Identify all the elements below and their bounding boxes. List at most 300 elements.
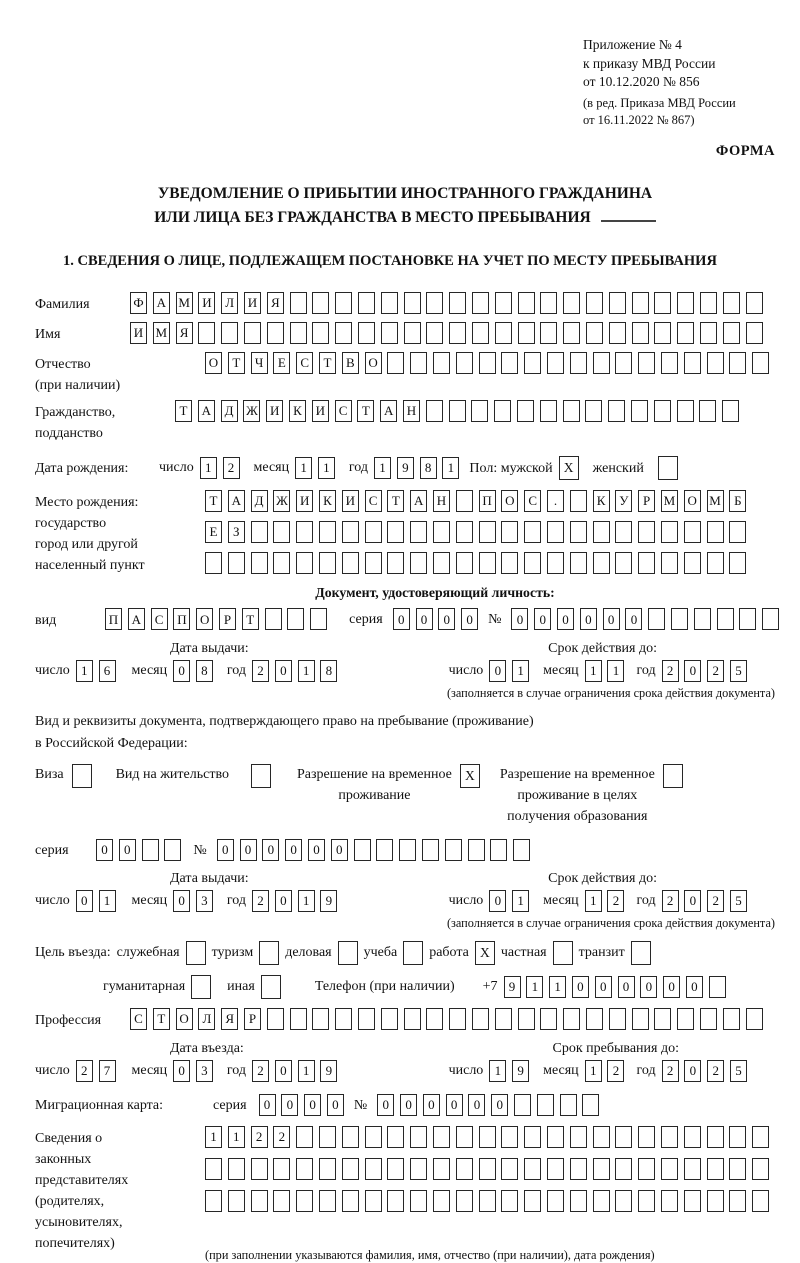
char-cell[interactable]: [479, 1158, 496, 1180]
char-cell[interactable]: 1: [374, 457, 391, 479]
char-cell[interactable]: [729, 1126, 746, 1148]
char-cell[interactable]: 1: [489, 1060, 506, 1082]
char-cell[interactable]: [570, 552, 587, 574]
char-cell[interactable]: Р: [219, 608, 236, 630]
char-cell[interactable]: [479, 1126, 496, 1148]
char-cell[interactable]: 2: [662, 890, 679, 912]
char-cell[interactable]: [310, 608, 327, 630]
char-cell[interactable]: [586, 322, 603, 344]
char-cell[interactable]: 0: [240, 839, 257, 861]
char-cell[interactable]: [445, 839, 462, 861]
char-cell[interactable]: [312, 1008, 329, 1030]
char-cell[interactable]: К: [319, 490, 336, 512]
char-cell[interactable]: [586, 292, 603, 314]
char-cell[interactable]: [684, 1126, 701, 1148]
char-cell[interactable]: [479, 552, 496, 574]
char-cell[interactable]: 0: [625, 608, 642, 630]
char-cell[interactable]: [472, 1008, 489, 1030]
char-cell[interactable]: [296, 1126, 313, 1148]
char-cell[interactable]: [609, 322, 626, 344]
char-cell[interactable]: [518, 322, 535, 344]
char-cell[interactable]: Т: [387, 490, 404, 512]
char-cell[interactable]: 1: [228, 1126, 245, 1148]
char-cell[interactable]: [404, 1008, 421, 1030]
char-cell[interactable]: [638, 1190, 655, 1212]
char-cell[interactable]: Ж: [273, 490, 290, 512]
char-cell[interactable]: [707, 1190, 724, 1212]
char-cell[interactable]: 0: [663, 976, 680, 998]
char-cell[interactable]: [410, 1190, 427, 1212]
char-cell[interactable]: [251, 1158, 268, 1180]
char-cell[interactable]: [449, 322, 466, 344]
char-cell[interactable]: [547, 521, 564, 543]
char-cell[interactable]: [513, 839, 530, 861]
char-cell[interactable]: Т: [205, 490, 222, 512]
char-cell[interactable]: 0: [684, 890, 701, 912]
char-cell[interactable]: 1: [295, 457, 312, 479]
char-cell[interactable]: 0: [640, 976, 657, 998]
char-cell[interactable]: [354, 839, 371, 861]
char-cell[interactable]: [376, 839, 393, 861]
char-cell[interactable]: [537, 1094, 554, 1116]
char-cell[interactable]: [699, 400, 716, 422]
char-cell[interactable]: [524, 521, 541, 543]
char-cell[interactable]: [358, 322, 375, 344]
char-cell[interactable]: 1: [585, 1060, 602, 1082]
char-cell[interactable]: [404, 292, 421, 314]
char-cell[interactable]: [563, 322, 580, 344]
char-cell[interactable]: [358, 1008, 375, 1030]
char-cell[interactable]: [273, 1190, 290, 1212]
checkbox-cell[interactable]: [631, 941, 651, 965]
char-cell[interactable]: [296, 1158, 313, 1180]
char-cell[interactable]: 6: [99, 660, 116, 682]
char-cell[interactable]: [593, 1190, 610, 1212]
char-cell[interactable]: [479, 352, 496, 374]
char-cell[interactable]: [570, 521, 587, 543]
char-cell[interactable]: [723, 292, 740, 314]
char-cell[interactable]: О: [196, 608, 213, 630]
char-cell[interactable]: [433, 521, 450, 543]
char-cell[interactable]: [290, 1008, 307, 1030]
char-cell[interactable]: [615, 521, 632, 543]
char-cell[interactable]: Н: [433, 490, 450, 512]
char-cell[interactable]: Ж: [243, 400, 260, 422]
char-cell[interactable]: [365, 552, 382, 574]
char-cell[interactable]: [228, 1158, 245, 1180]
char-cell[interactable]: 0: [438, 608, 455, 630]
char-cell[interactable]: [495, 322, 512, 344]
char-cell[interactable]: [381, 322, 398, 344]
char-cell[interactable]: К: [289, 400, 306, 422]
char-cell[interactable]: Д: [251, 490, 268, 512]
char-cell[interactable]: И: [266, 400, 283, 422]
char-cell[interactable]: [563, 400, 580, 422]
char-cell[interactable]: [517, 400, 534, 422]
char-cell[interactable]: [729, 1190, 746, 1212]
checkbox-cell[interactable]: [251, 764, 271, 788]
char-cell[interactable]: 8: [196, 660, 213, 682]
char-cell[interactable]: 1: [298, 1060, 315, 1082]
char-cell[interactable]: А: [380, 400, 397, 422]
char-cell[interactable]: [514, 1094, 531, 1116]
char-cell[interactable]: А: [128, 608, 145, 630]
char-cell[interactable]: 0: [684, 1060, 701, 1082]
char-cell[interactable]: [582, 1094, 599, 1116]
char-cell[interactable]: 0: [262, 839, 279, 861]
checkbox-cell[interactable]: [186, 941, 206, 965]
char-cell[interactable]: 0: [76, 890, 93, 912]
char-cell[interactable]: 1: [205, 1126, 222, 1148]
char-cell[interactable]: [661, 1190, 678, 1212]
char-cell[interactable]: Т: [175, 400, 192, 422]
char-cell[interactable]: [540, 400, 557, 422]
char-cell[interactable]: [342, 1126, 359, 1148]
char-cell[interactable]: [456, 490, 473, 512]
char-cell[interactable]: [472, 292, 489, 314]
char-cell[interactable]: 1: [526, 976, 543, 998]
char-cell[interactable]: [426, 1008, 443, 1030]
char-cell[interactable]: [615, 552, 632, 574]
char-cell[interactable]: [661, 521, 678, 543]
char-cell[interactable]: 9: [397, 457, 414, 479]
char-cell[interactable]: 1: [318, 457, 335, 479]
char-cell[interactable]: [547, 1190, 564, 1212]
char-cell[interactable]: [433, 1158, 450, 1180]
char-cell[interactable]: Т: [242, 608, 259, 630]
char-cell[interactable]: [410, 352, 427, 374]
char-cell[interactable]: [518, 292, 535, 314]
char-cell[interactable]: 2: [707, 890, 724, 912]
char-cell[interactable]: П: [479, 490, 496, 512]
char-cell[interactable]: [296, 1190, 313, 1212]
char-cell[interactable]: [570, 352, 587, 374]
char-cell[interactable]: [746, 322, 763, 344]
char-cell[interactable]: П: [105, 608, 122, 630]
char-cell[interactable]: 2: [251, 1126, 268, 1148]
char-cell[interactable]: [296, 521, 313, 543]
char-cell[interactable]: [608, 400, 625, 422]
char-cell[interactable]: [410, 1126, 427, 1148]
char-cell[interactable]: [426, 400, 443, 422]
char-cell[interactable]: [426, 292, 443, 314]
char-cell[interactable]: [524, 1190, 541, 1212]
char-cell[interactable]: 2: [252, 890, 269, 912]
char-cell[interactable]: [707, 552, 724, 574]
char-cell[interactable]: [746, 292, 763, 314]
char-cell[interactable]: [593, 352, 610, 374]
char-cell[interactable]: 1: [298, 890, 315, 912]
char-cell[interactable]: [729, 521, 746, 543]
char-cell[interactable]: [524, 1158, 541, 1180]
char-cell[interactable]: [244, 322, 261, 344]
char-cell[interactable]: 3: [196, 1060, 213, 1082]
char-cell[interactable]: 1: [512, 890, 529, 912]
char-cell[interactable]: [707, 1158, 724, 1180]
char-cell[interactable]: И: [296, 490, 313, 512]
char-cell[interactable]: И: [130, 322, 147, 344]
char-cell[interactable]: [609, 292, 626, 314]
char-cell[interactable]: [381, 292, 398, 314]
char-cell[interactable]: [684, 552, 701, 574]
char-cell[interactable]: [593, 1126, 610, 1148]
char-cell[interactable]: [752, 352, 769, 374]
char-cell[interactable]: 2: [252, 660, 269, 682]
char-cell[interactable]: [648, 608, 665, 630]
char-cell[interactable]: Л: [221, 292, 238, 314]
char-cell[interactable]: [479, 521, 496, 543]
char-cell[interactable]: 3: [196, 890, 213, 912]
char-cell[interactable]: [752, 1126, 769, 1148]
char-cell[interactable]: С: [335, 400, 352, 422]
char-cell[interactable]: [490, 839, 507, 861]
checkbox-cell[interactable]: X: [559, 456, 579, 480]
char-cell[interactable]: [518, 1008, 535, 1030]
char-cell[interactable]: [456, 521, 473, 543]
char-cell[interactable]: И: [342, 490, 359, 512]
char-cell[interactable]: З: [228, 521, 245, 543]
char-cell[interactable]: [290, 292, 307, 314]
char-cell[interactable]: 2: [707, 1060, 724, 1082]
char-cell[interactable]: Л: [198, 1008, 215, 1030]
char-cell[interactable]: М: [153, 322, 170, 344]
char-cell[interactable]: 0: [491, 1094, 508, 1116]
char-cell[interactable]: [752, 1158, 769, 1180]
char-cell[interactable]: В: [342, 352, 359, 374]
char-cell[interactable]: [729, 352, 746, 374]
char-cell[interactable]: [387, 552, 404, 574]
char-cell[interactable]: .: [547, 490, 564, 512]
char-cell[interactable]: [228, 552, 245, 574]
char-cell[interactable]: [501, 1126, 518, 1148]
char-cell[interactable]: [684, 1158, 701, 1180]
char-cell[interactable]: [661, 1158, 678, 1180]
char-cell[interactable]: [654, 400, 671, 422]
char-cell[interactable]: 2: [273, 1126, 290, 1148]
char-cell[interactable]: [312, 322, 329, 344]
char-cell[interactable]: [365, 521, 382, 543]
char-cell[interactable]: 1: [585, 890, 602, 912]
char-cell[interactable]: [615, 1158, 632, 1180]
char-cell[interactable]: 5: [730, 890, 747, 912]
char-cell[interactable]: П: [173, 608, 190, 630]
char-cell[interactable]: [426, 322, 443, 344]
char-cell[interactable]: 0: [281, 1094, 298, 1116]
char-cell[interactable]: [501, 352, 518, 374]
char-cell[interactable]: А: [198, 400, 215, 422]
char-cell[interactable]: [205, 1190, 222, 1212]
char-cell[interactable]: Ч: [251, 352, 268, 374]
char-cell[interactable]: [410, 521, 427, 543]
char-cell[interactable]: [547, 552, 564, 574]
char-cell[interactable]: [638, 1126, 655, 1148]
char-cell[interactable]: [433, 552, 450, 574]
char-cell[interactable]: [319, 552, 336, 574]
checkbox-cell[interactable]: [259, 941, 279, 965]
char-cell[interactable]: 0: [489, 660, 506, 682]
char-cell[interactable]: [615, 1190, 632, 1212]
char-cell[interactable]: [632, 292, 649, 314]
char-cell[interactable]: 0: [595, 976, 612, 998]
char-cell[interactable]: [540, 1008, 557, 1030]
char-cell[interactable]: 2: [707, 660, 724, 682]
char-cell[interactable]: 0: [511, 608, 528, 630]
char-cell[interactable]: [399, 839, 416, 861]
char-cell[interactable]: [358, 292, 375, 314]
char-cell[interactable]: [638, 552, 655, 574]
char-cell[interactable]: [684, 1190, 701, 1212]
char-cell[interactable]: [615, 352, 632, 374]
char-cell[interactable]: [501, 521, 518, 543]
char-cell[interactable]: [638, 521, 655, 543]
char-cell[interactable]: [335, 1008, 352, 1030]
char-cell[interactable]: [570, 490, 587, 512]
char-cell[interactable]: 5: [730, 660, 747, 682]
char-cell[interactable]: [265, 608, 282, 630]
char-cell[interactable]: 2: [252, 1060, 269, 1082]
char-cell[interactable]: [654, 322, 671, 344]
char-cell[interactable]: [762, 608, 779, 630]
char-cell[interactable]: [593, 1158, 610, 1180]
char-cell[interactable]: 8: [420, 457, 437, 479]
checkbox-cell[interactable]: [553, 941, 573, 965]
char-cell[interactable]: О: [684, 490, 701, 512]
char-cell[interactable]: [547, 1158, 564, 1180]
checkbox-cell[interactable]: [338, 941, 358, 965]
char-cell[interactable]: [661, 1126, 678, 1148]
char-cell[interactable]: Я: [267, 292, 284, 314]
char-cell[interactable]: 9: [320, 890, 337, 912]
char-cell[interactable]: [494, 400, 511, 422]
char-cell[interactable]: 0: [275, 890, 292, 912]
char-cell[interactable]: [722, 400, 739, 422]
char-cell[interactable]: Р: [244, 1008, 261, 1030]
char-cell[interactable]: [677, 292, 694, 314]
char-cell[interactable]: [342, 1158, 359, 1180]
char-cell[interactable]: С: [296, 352, 313, 374]
char-cell[interactable]: [752, 1190, 769, 1212]
char-cell[interactable]: 0: [580, 608, 597, 630]
char-cell[interactable]: А: [228, 490, 245, 512]
char-cell[interactable]: [290, 322, 307, 344]
char-cell[interactable]: [381, 1008, 398, 1030]
char-cell[interactable]: 1: [607, 660, 624, 682]
char-cell[interactable]: [205, 1158, 222, 1180]
char-cell[interactable]: [387, 521, 404, 543]
char-cell[interactable]: 1: [585, 660, 602, 682]
char-cell[interactable]: Е: [273, 352, 290, 374]
char-cell[interactable]: [456, 552, 473, 574]
char-cell[interactable]: О: [501, 490, 518, 512]
char-cell[interactable]: [479, 1190, 496, 1212]
char-cell[interactable]: Р: [638, 490, 655, 512]
char-cell[interactable]: [342, 1190, 359, 1212]
char-cell[interactable]: [684, 521, 701, 543]
char-cell[interactable]: [585, 400, 602, 422]
char-cell[interactable]: [524, 1126, 541, 1148]
char-cell[interactable]: 1: [200, 457, 217, 479]
char-cell[interactable]: 0: [119, 839, 136, 861]
char-cell[interactable]: Т: [228, 352, 245, 374]
char-cell[interactable]: [342, 552, 359, 574]
char-cell[interactable]: [164, 839, 181, 861]
char-cell[interactable]: [319, 1158, 336, 1180]
char-cell[interactable]: [524, 552, 541, 574]
char-cell[interactable]: [677, 1008, 694, 1030]
char-cell[interactable]: [501, 1158, 518, 1180]
char-cell[interactable]: [319, 1126, 336, 1148]
char-cell[interactable]: [570, 1190, 587, 1212]
char-cell[interactable]: [387, 352, 404, 374]
char-cell[interactable]: Д: [221, 400, 238, 422]
char-cell[interactable]: [709, 976, 726, 998]
char-cell[interactable]: [456, 1126, 473, 1148]
char-cell[interactable]: 0: [173, 660, 190, 682]
char-cell[interactable]: [700, 1008, 717, 1030]
char-cell[interactable]: И: [312, 400, 329, 422]
char-cell[interactable]: 0: [96, 839, 113, 861]
char-cell[interactable]: 0: [684, 660, 701, 682]
char-cell[interactable]: М: [661, 490, 678, 512]
char-cell[interactable]: [471, 400, 488, 422]
char-cell[interactable]: Я: [176, 322, 193, 344]
char-cell[interactable]: [410, 552, 427, 574]
char-cell[interactable]: [661, 352, 678, 374]
char-cell[interactable]: [267, 322, 284, 344]
char-cell[interactable]: 0: [275, 660, 292, 682]
char-cell[interactable]: [661, 552, 678, 574]
char-cell[interactable]: Е: [205, 521, 222, 543]
char-cell[interactable]: 1: [512, 660, 529, 682]
char-cell[interactable]: [365, 1190, 382, 1212]
char-cell[interactable]: 0: [259, 1094, 276, 1116]
char-cell[interactable]: [540, 322, 557, 344]
char-cell[interactable]: [570, 1158, 587, 1180]
char-cell[interactable]: 1: [76, 660, 93, 682]
char-cell[interactable]: [387, 1126, 404, 1148]
char-cell[interactable]: Я: [221, 1008, 238, 1030]
char-cell[interactable]: [638, 1158, 655, 1180]
char-cell[interactable]: М: [707, 490, 724, 512]
checkbox-cell[interactable]: [72, 764, 92, 788]
char-cell[interactable]: О: [176, 1008, 193, 1030]
checkbox-cell[interactable]: X: [460, 764, 480, 788]
char-cell[interactable]: [221, 322, 238, 344]
char-cell[interactable]: [593, 552, 610, 574]
char-cell[interactable]: 0: [393, 608, 410, 630]
char-cell[interactable]: [387, 1190, 404, 1212]
char-cell[interactable]: [677, 400, 694, 422]
char-cell[interactable]: К: [593, 490, 610, 512]
char-cell[interactable]: [273, 1158, 290, 1180]
char-cell[interactable]: [335, 292, 352, 314]
char-cell[interactable]: [560, 1094, 577, 1116]
char-cell[interactable]: 0: [327, 1094, 344, 1116]
char-cell[interactable]: 9: [504, 976, 521, 998]
char-cell[interactable]: 2: [662, 660, 679, 682]
char-cell[interactable]: У: [615, 490, 632, 512]
char-cell[interactable]: [456, 1158, 473, 1180]
char-cell[interactable]: 5: [730, 1060, 747, 1082]
char-cell[interactable]: [456, 352, 473, 374]
char-cell[interactable]: [746, 1008, 763, 1030]
char-cell[interactable]: [449, 292, 466, 314]
char-cell[interactable]: [707, 352, 724, 374]
char-cell[interactable]: [540, 292, 557, 314]
char-cell[interactable]: [729, 552, 746, 574]
char-cell[interactable]: [251, 552, 268, 574]
char-cell[interactable]: [586, 1008, 603, 1030]
